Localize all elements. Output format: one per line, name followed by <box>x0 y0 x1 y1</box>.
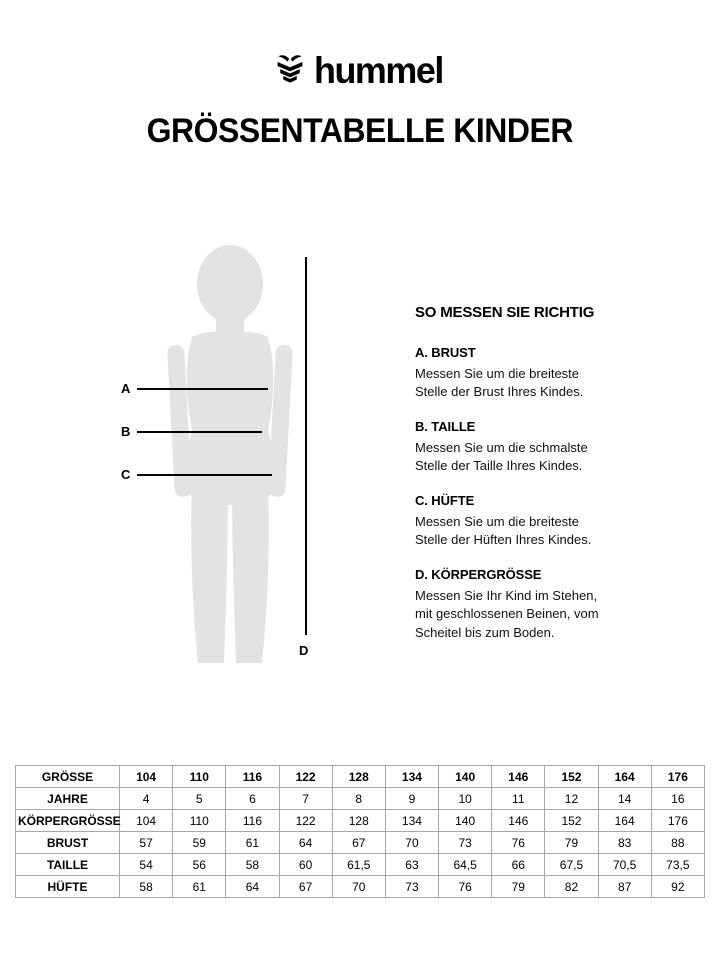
size-table-row <box>16 788 705 810</box>
size-table-cell: 64 <box>226 876 279 898</box>
measure-line-b <box>137 431 262 433</box>
size-table-cell: 152 <box>545 766 598 788</box>
size-table-row <box>16 832 705 854</box>
measure-line-a <box>137 388 268 390</box>
size-table-cell: 67 <box>332 832 385 854</box>
size-table-cell: 64,5 <box>439 854 492 876</box>
size-table-cell: 9 <box>385 788 438 810</box>
size-table-row <box>16 854 705 876</box>
size-table-cell: 6 <box>226 788 279 810</box>
size-table-cell: 59 <box>173 832 226 854</box>
guide-item-text: Messen Sie um die breiteste Stelle der Hüften Ihres Kindes. <box>415 513 592 548</box>
hummel-bee-icon <box>275 52 305 89</box>
size-table-row <box>16 876 705 898</box>
size-table-cell: 76 <box>492 832 545 854</box>
size-table-cell: 67 <box>279 876 332 898</box>
size-table-cell: 73,5 <box>651 854 704 876</box>
measure-line-d <box>305 257 307 635</box>
measure-label-a: A <box>121 381 131 396</box>
size-table-row-label: BRUST <box>16 832 120 854</box>
size-table-row-label: JAHRE <box>16 788 120 810</box>
size-table-cell: 176 <box>651 810 704 832</box>
size-table-cell: 122 <box>279 766 332 788</box>
size-table-cell: 79 <box>545 832 598 854</box>
size-table-cell: 54 <box>120 854 173 876</box>
size-table-cell: 164 <box>598 810 651 832</box>
guide-item-text: Messen Sie um die schmalste Stelle der Taille Ihres Kindes. <box>415 439 588 474</box>
size-table-cell: 104 <box>120 766 173 788</box>
size-table-cell: 11 <box>492 788 545 810</box>
size-table-cell: 56 <box>173 854 226 876</box>
measure-label-c: C <box>121 467 131 482</box>
size-table-cell: 116 <box>226 766 279 788</box>
guide-item-huefte <box>415 493 610 550</box>
guide-item-brust <box>415 345 610 402</box>
size-table-cell: 64 <box>279 832 332 854</box>
size-table-cell: 146 <box>492 810 545 832</box>
size-table-row <box>16 810 705 832</box>
size-table-cell: 63 <box>385 854 438 876</box>
size-table-cell: 7 <box>279 788 332 810</box>
size-table-cell: 116 <box>226 810 279 832</box>
guide-item-title: D. KÖRPERGRÖSSE <box>415 566 542 582</box>
size-table-cell: 70,5 <box>598 854 651 876</box>
size-table-cell: 61 <box>173 876 226 898</box>
size-table-cell: 8 <box>332 788 385 810</box>
size-table-cell: 134 <box>385 766 438 788</box>
guide-item-title: B. TAILLE <box>415 418 476 434</box>
size-table-cell: 12 <box>545 788 598 810</box>
size-table-row <box>16 766 705 788</box>
size-table-cell: 70 <box>385 832 438 854</box>
size-table-cell: 104 <box>120 810 173 832</box>
size-table-cell: 58 <box>120 876 173 898</box>
size-table-cell: 134 <box>385 810 438 832</box>
size-table-cell: 88 <box>651 832 704 854</box>
size-table-cell: 79 <box>492 876 545 898</box>
size-table-cell: 61 <box>226 832 279 854</box>
size-table-cell: 76 <box>439 876 492 898</box>
size-table-body <box>16 766 705 898</box>
size-table-cell: 164 <box>598 766 651 788</box>
size-table-cell: 73 <box>439 832 492 854</box>
size-table-cell: 110 <box>173 810 226 832</box>
measurement-guide <box>415 304 610 659</box>
size-table-cell: 73 <box>385 876 438 898</box>
size-table-cell: 60 <box>279 854 332 876</box>
size-table-cell: 140 <box>439 810 492 832</box>
size-table-cell: 70 <box>332 876 385 898</box>
size-table-cell: 128 <box>332 766 385 788</box>
size-table-row-label: GRÖSSE <box>16 766 120 788</box>
size-table-cell: 122 <box>279 810 332 832</box>
size-table-cell: 57 <box>120 832 173 854</box>
guide-item-koerpergroesse <box>415 567 610 642</box>
size-table-cell: 16 <box>651 788 704 810</box>
child-silhouette <box>140 245 320 675</box>
size-table-cell: 66 <box>492 854 545 876</box>
size-table-cell: 14 <box>598 788 651 810</box>
guide-item-title: C. HÜFTE <box>415 492 475 508</box>
guide-item-taille <box>415 419 610 476</box>
brand-logo <box>0 52 720 89</box>
size-table-row-label: HÜFTE <box>16 876 120 898</box>
size-table <box>15 765 705 898</box>
size-table-cell: 83 <box>598 832 651 854</box>
size-table-cell: 58 <box>226 854 279 876</box>
size-table-row-label: TAILLE <box>16 854 120 876</box>
guide-item-text: Messen Sie um die breiteste Stelle der Brust Ihres Kindes. <box>415 366 584 400</box>
size-table-cell: 110 <box>173 766 226 788</box>
size-table-cell: 10 <box>439 788 492 810</box>
size-table-cell: 82 <box>545 876 598 898</box>
size-table-cell: 67,5 <box>545 854 598 876</box>
size-table-cell: 5 <box>173 788 226 810</box>
size-table-cell: 128 <box>332 810 385 832</box>
measure-label-d: D <box>299 643 309 658</box>
size-table-cell: 152 <box>545 810 598 832</box>
guide-item-text: Messen Sie Ihr Kind im Stehen, mit geschlossenen Beinen, vom Scheitel bis zum Boden. <box>415 587 599 640</box>
size-table-cell: 61,5 <box>332 854 385 876</box>
measure-label-b: B <box>121 424 131 439</box>
measure-line-c <box>137 474 272 476</box>
guide-item-title: A. BRUST <box>415 345 476 360</box>
size-table-cell: 176 <box>651 766 704 788</box>
guide-heading: SO MESSEN SIE RICHTIG <box>415 304 595 321</box>
size-table-cell: 140 <box>439 766 492 788</box>
size-table-cell: 146 <box>492 766 545 788</box>
size-table-cell: 4 <box>120 788 173 810</box>
size-table-cell: 92 <box>651 876 704 898</box>
size-table-row-label: KÖRPERGRÖSSE <box>16 810 120 832</box>
size-table-cell: 87 <box>598 876 651 898</box>
brand-wordmark: hummel <box>314 50 443 91</box>
page-title: GRÖSSENTABELLE KINDER <box>146 112 574 150</box>
